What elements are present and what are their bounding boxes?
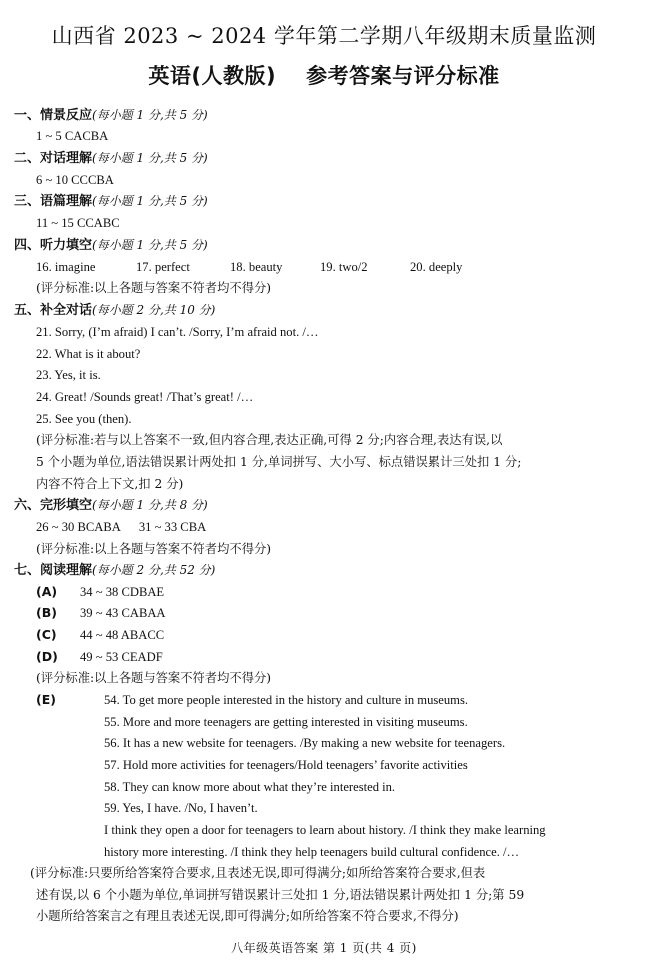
section-2-answer: 6 ~ 10 CCCBA xyxy=(36,173,114,187)
answer-21: 21. Sorry, (I’m afraid) I can’t. /Sorry, I’m afraid not. /… xyxy=(36,325,319,339)
section-7-header xyxy=(14,561,215,580)
section-score-note: (每小题 2 分,共 52 分) xyxy=(92,563,216,577)
answer-19: 19. two/2 xyxy=(320,260,368,274)
answer-56: 56. It has a new website for teenagers. /By making a new website for teenagers. xyxy=(104,736,506,750)
subpart-answer: 39 ~ 43 CABAA xyxy=(80,606,166,620)
section-7-grading-abcd: (评分标准:以上各题与答案不符者均不得分) xyxy=(36,671,272,685)
page-footer: 八年级英语答案 第 1 页(共 4 页) xyxy=(231,941,417,955)
section-score-note: (每小题 1 分,共 5 分) xyxy=(92,194,208,208)
section-4-header xyxy=(14,236,208,255)
section-4-answers xyxy=(36,258,462,276)
answer-57: 57. Hold more activities for teenagers/Hold teenagers’ favorite activities xyxy=(104,758,468,772)
section-2-header xyxy=(14,149,208,168)
subpart-label: (E) xyxy=(36,692,56,707)
answer-59-line-3: history more interesting. /I think they help teenagers build cultural confidence. /… xyxy=(104,845,520,859)
answer-20: 20. deeply xyxy=(410,260,463,274)
section-5-grading-line-2: 5 个小题为单位,语法错误累计两处扣 1 分,单词拼写、大小写、标点错误累计三处扣 1 分; xyxy=(36,455,522,469)
section-1-answer: 1 ~ 5 CACBA xyxy=(36,129,109,143)
answer-23: 23. Yes, it is. xyxy=(36,368,101,382)
answer-22: 22. What is it about? xyxy=(36,347,141,361)
section-7-grading-e-line-1: (评分标准:只要所给答案符合要求,且表述无误,即可得满分;如所给答案符合要求,但表 xyxy=(30,866,486,880)
section-3-header xyxy=(14,192,208,211)
answer-24: 24. Great! /Sounds great! /That’s great! /… xyxy=(36,390,254,404)
answer-54: 54. To get more people interested in the history and culture in museums. xyxy=(104,693,469,707)
subpart-answer: 34 ~ 38 CDBAE xyxy=(80,585,165,599)
section-heading: 六、完形填空 xyxy=(14,498,93,513)
subtitle-subject: 英语(人教版) xyxy=(148,64,277,88)
answer-18: 18. beauty xyxy=(230,260,283,274)
section-7-grading-e-line-3: 小题所给答案言之有理且表述无误,即可得满分;如所给答案不符合要求,不得分) xyxy=(36,909,459,923)
answer-16: 16. imagine xyxy=(36,260,96,274)
subpart-d xyxy=(36,648,163,666)
subpart-label: (A) xyxy=(36,584,58,599)
section-4-grading: (评分标准:以上各题与答案不符者均不得分) xyxy=(36,281,272,295)
subpart-label: (C) xyxy=(36,627,57,642)
section-score-note: (每小题 1 分,共 5 分) xyxy=(92,151,208,165)
section-6-answers xyxy=(36,518,206,536)
section-heading: 一、情景反应 xyxy=(14,108,93,123)
section-5-grading-line-1: (评分标准:若与以上答案不一致,但内容合理,表达正确,可得 2 分;内容合理,表达有误,以 xyxy=(36,433,503,447)
section-score-note: (每小题 1 分,共 5 分) xyxy=(92,238,208,252)
subpart-e-label-row xyxy=(36,691,80,709)
section-heading: 二、对话理解 xyxy=(14,151,93,166)
section-6-grading: (评分标准:以上各题与答案不符者均不得分) xyxy=(36,542,272,556)
answer-25: 25. See you (then). xyxy=(36,412,132,426)
section-1-header xyxy=(14,106,208,125)
answer-31-33: 31 ~ 33 CBA xyxy=(138,520,207,534)
subtitle-answer-key: 参考答案与评分标准 xyxy=(306,64,500,88)
section-score-note: (每小题 1 分,共 8 分) xyxy=(92,498,208,512)
subpart-label: (D) xyxy=(36,649,58,664)
answer-59-line-2: I think they open a door for teenagers to learn about history. /I think they make learning xyxy=(104,823,546,837)
section-5-header xyxy=(14,301,215,320)
section-heading: 四、听力填空 xyxy=(14,238,93,253)
subpart-c xyxy=(36,626,164,644)
section-heading: 三、语篇理解 xyxy=(14,194,93,209)
subpart-answer: 44 ~ 48 ABACC xyxy=(80,628,165,642)
subpart-b xyxy=(36,604,166,622)
exam-title: 山西省 2023 ~ 2024 学年第二学期八年级期末质量监测 xyxy=(51,24,597,48)
section-5-grading-line-3: 内容不符合上下文,扣 2 分) xyxy=(36,477,184,491)
answer-55: 55. More and more teenagers are getting interested in visiting museums. xyxy=(104,715,468,729)
section-6-header xyxy=(14,496,208,515)
document-subtitle xyxy=(0,60,648,90)
subpart-a xyxy=(36,583,164,601)
section-score-note: (每小题 2 分,共 10 分) xyxy=(92,303,216,317)
answer-26-30: 26 ~ 30 BCABA xyxy=(36,520,121,534)
answer-17: 17. perfect xyxy=(136,260,190,274)
answer-58: 58. They can know more about what they’re interested in. xyxy=(104,780,396,794)
section-7-grading-e-line-2: 述有误,以 6 个小题为单位,单词拼写错误累计三处扣 1 分,语法错误累计两处扣 1 分;第 59 xyxy=(36,888,525,902)
section-score-note: (每小题 1 分,共 5 分) xyxy=(92,108,208,122)
section-heading: 七、阅读理解 xyxy=(14,563,93,578)
subpart-label: (B) xyxy=(36,605,57,620)
section-3-answer: 11 ~ 15 CCABC xyxy=(36,216,120,230)
subpart-answer: 49 ~ 53 CEADF xyxy=(80,650,163,664)
section-heading: 五、补全对话 xyxy=(14,303,93,318)
answer-59: 59. Yes, I have. /No, I haven’t. xyxy=(104,801,258,815)
